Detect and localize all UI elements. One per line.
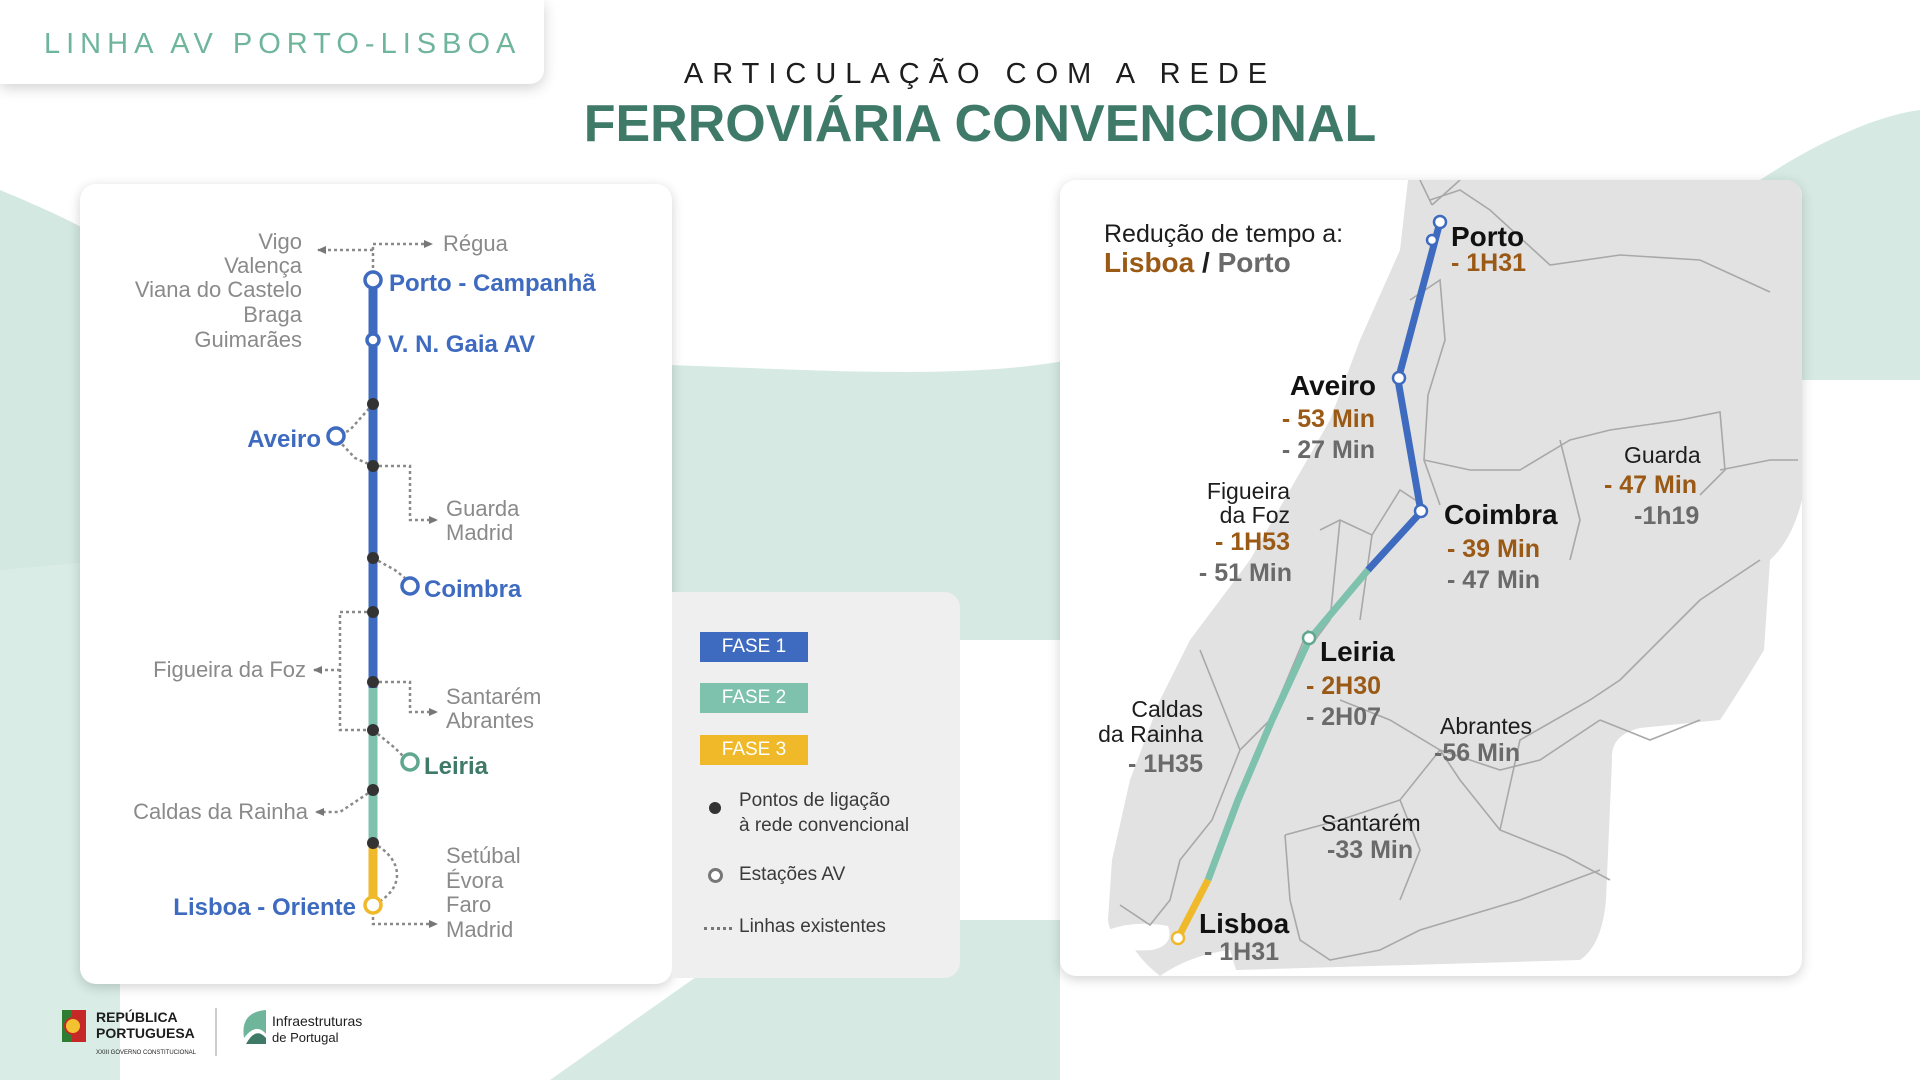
- label-evora: Évora: [446, 868, 504, 893]
- map-santarem-t2: -33 Min: [1327, 836, 1414, 864]
- map-figueira-t2: - 51 Min: [1198, 559, 1292, 587]
- legend-panel: [672, 592, 960, 978]
- label-braga: Braga: [243, 302, 302, 327]
- label-santarem: Santarém: [446, 684, 542, 709]
- label-valenca: Valença: [224, 253, 302, 278]
- map-lisboa-t2: - 1H31: [1204, 938, 1280, 966]
- republica-portuguesa-logo: [60, 1004, 400, 1064]
- label-caldas: Caldas da Rainha: [133, 799, 308, 824]
- legend-fase3: FASE 3: [700, 735, 808, 765]
- label-guimaraes: Guimarães: [194, 327, 302, 352]
- label-faro: Faro: [446, 892, 492, 917]
- map-figueira-t1: - 1H53: [1214, 528, 1290, 556]
- map-header-porto: Porto: [1217, 247, 1291, 278]
- map-aveiro-t1: - 53 Min: [1281, 405, 1375, 433]
- legend-points-line2: à rede convencional: [739, 815, 910, 836]
- map-figueira-name2: da Foz: [1219, 502, 1290, 528]
- legend-points-line1: Pontos de ligação: [739, 790, 891, 811]
- page-title: FERROVIÁRIA CONVENCIONAL: [583, 95, 1377, 153]
- map-porto-t1: - 1H31: [1451, 249, 1527, 277]
- map-leiria-name: Leiria: [1320, 636, 1395, 667]
- rep-line1: REPÚBLICA: [96, 1009, 178, 1025]
- map-guarda-name: Guarda: [1624, 442, 1701, 468]
- map-coimbra-name: Coimbra: [1444, 499, 1558, 530]
- map-card: [1060, 180, 1802, 976]
- station-leiria: Leiria: [424, 753, 489, 780]
- ip-line2: de Portugal: [272, 1030, 339, 1045]
- label-guarda: Guarda: [446, 496, 520, 521]
- map-aveiro-t2: - 27 Min: [1281, 436, 1375, 464]
- line-schematic: [80, 184, 672, 984]
- schematic-card: [80, 184, 672, 984]
- map-header-sep: /: [1194, 247, 1218, 278]
- map-header-line1: Redução de tempo a:: [1104, 220, 1344, 248]
- map-figueira-name1: Figueira: [1206, 478, 1290, 504]
- footer-logos: [60, 1004, 400, 1069]
- map-header-lisboa: Lisboa: [1104, 247, 1195, 278]
- page-subtitle: ARTICULAÇÃO COM A REDE: [683, 58, 1277, 90]
- map-leiria-t2: - 2H07: [1306, 703, 1382, 731]
- legend-point-dot: [709, 802, 721, 814]
- map-guarda-t2: -1h19: [1634, 502, 1700, 530]
- map-coimbra-t2: - 47 Min: [1447, 566, 1541, 594]
- station-porto: Porto - Campanhã: [389, 270, 596, 297]
- map-lisboa-name: Lisboa: [1199, 908, 1290, 939]
- station-lisboa: Lisboa - Oriente: [173, 894, 356, 921]
- map-coimbra-t1: - 39 Min: [1447, 535, 1541, 563]
- label-setubal: Setúbal: [446, 843, 521, 868]
- label-regua: Régua: [443, 231, 508, 256]
- map-caldas-name1: Caldas: [1131, 696, 1203, 722]
- map-abrantes-t2: -56 Min: [1434, 739, 1521, 767]
- station-gaia: V. N. Gaia AV: [388, 331, 536, 358]
- label-madrid-2: Madrid: [446, 917, 514, 942]
- station-coimbra: Coimbra: [424, 576, 522, 603]
- map-santarem-name: Santarém: [1321, 810, 1421, 836]
- portugal-map: [1060, 180, 1802, 976]
- label-viana: Viana do Castelo: [134, 277, 302, 302]
- rep-line3: XXIII GOVERNO CONSTITUCIONAL: [96, 1050, 197, 1056]
- legend-fase1: FASE 1: [700, 632, 808, 662]
- label-figueira: Figueira da Foz: [153, 657, 306, 682]
- label-madrid-1: Madrid: [446, 520, 514, 545]
- map-aveiro-name: Aveiro: [1289, 370, 1376, 401]
- map-leiria-t1: - 2H30: [1306, 672, 1382, 700]
- legend-stations-label: Estações AV: [739, 864, 846, 885]
- rep-line2: PORTUGUESA: [96, 1025, 195, 1041]
- legend-station-ring: [708, 868, 723, 883]
- legend-fase2: FASE 2: [700, 683, 808, 713]
- station-aveiro: Aveiro: [247, 426, 321, 453]
- label-abrantes: Abrantes: [446, 708, 535, 733]
- map-guarda-t1: - 47 Min: [1604, 471, 1698, 499]
- map-header-line2: [1104, 247, 1291, 278]
- label-vigo: Vigo: [258, 229, 302, 254]
- map-caldas-name2: da Rainha: [1098, 721, 1203, 747]
- legend-lines-label: Linhas existentes: [739, 916, 886, 937]
- ip-line1: Infraestruturas: [272, 1013, 363, 1029]
- map-porto-name: Porto: [1451, 221, 1525, 252]
- legend-points-label: [739, 788, 909, 838]
- badge-title: LINHA AV PORTO-LISBOA: [44, 28, 522, 60]
- map-caldas-t2: - 1H35: [1127, 750, 1203, 778]
- map-abrantes-name: Abrantes: [1440, 713, 1533, 739]
- legend-dotted-line: [704, 927, 732, 930]
